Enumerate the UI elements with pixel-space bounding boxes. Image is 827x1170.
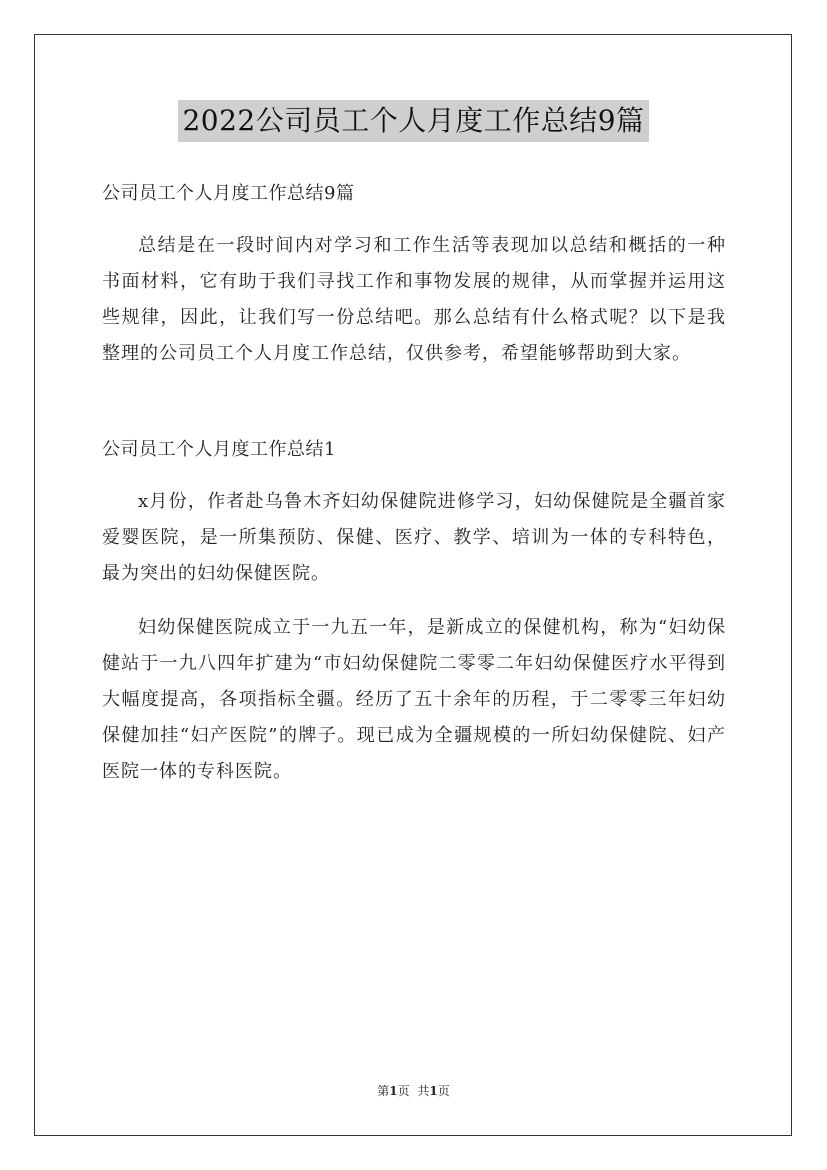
total-pages: 1	[429, 1084, 438, 1098]
title-container	[0, 100, 827, 142]
page-label-prefix: 第	[377, 1084, 390, 1098]
document-subtitle: 公司员工个人月度工作总结9篇	[102, 183, 355, 204]
total-label-suffix: 页	[437, 1084, 450, 1098]
section1-paragraph-2: 妇幼保健医院成立于一九五一年，是新成立的保健机构，称为“妇幼保健站于一九八四年扩建为“市妇幼保健院二零零二年妇幼保健医疗水平得到大幅度提高，各项指标全疆。经历了五十余年的历程，于二零零三年妇幼保健加挂“妇产医院”的牌子。现已成为全疆规模的一所妇幼保健院、妇产医院一体的专科医院。	[102, 617, 726, 782]
intro-paragraph: 总结是在一段时间内对学习和工作生活等表现加以总结和概括的一种书面材料，它有助于我们寻找工作和事物发展的规律，从而掌握并运用这些规律，因此，让我们写一份总结吧。那么总结有什么格式呢？以下是我整理的公司员工个人月度工作总结，仅供参考，希望能够帮助到大家。	[102, 235, 726, 364]
total-label-prefix: 共	[417, 1084, 430, 1098]
page-label-suffix: 页	[397, 1084, 410, 1098]
page-footer	[0, 1083, 827, 1099]
section1-heading: 公司员工个人月度工作总结1	[102, 439, 336, 460]
document-title: 2022公司员工个人月度工作总结9篇	[178, 100, 648, 142]
section1-paragraph-1: x月份，作者赴乌鲁木齐妇幼保健院进修学习，妇幼保健院是全疆首家爱婴医院，是一所集预防、保健、医疗、教学、培训为一体的专科特色，最为突出的妇幼保健医院。	[102, 491, 726, 584]
document-body	[102, 176, 726, 790]
page-number: 1	[389, 1084, 398, 1098]
